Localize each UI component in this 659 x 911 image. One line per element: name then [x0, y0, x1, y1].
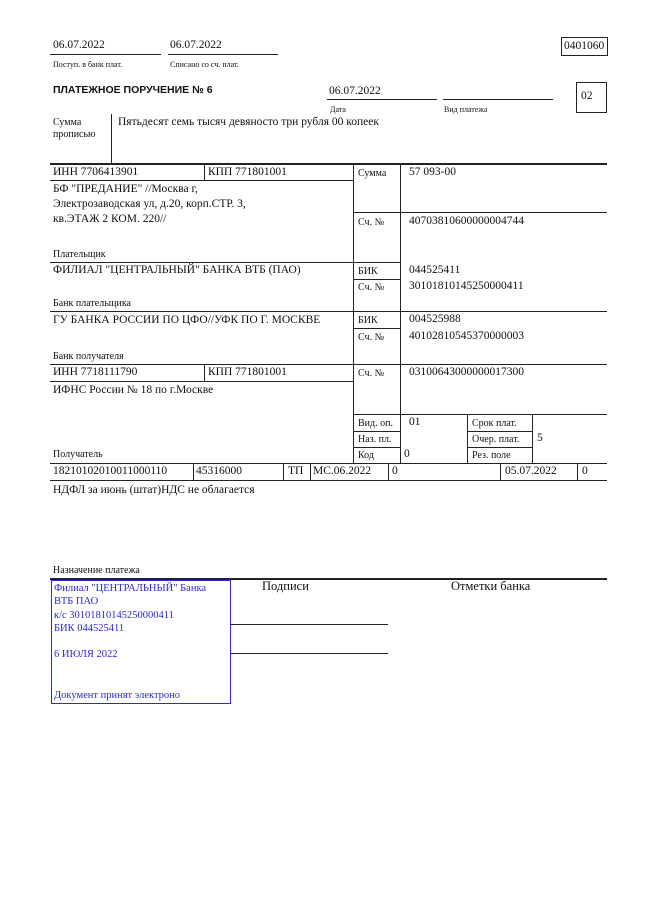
code-label: Код — [358, 450, 374, 461]
payee-bik: 004525988 — [409, 313, 461, 325]
payer-kpp: КПП 771801001 — [208, 166, 287, 178]
priority-label: Очер. плат. — [472, 434, 520, 445]
payer-name: Электрозаводская ул, д.20, корп.СТР. 3, — [53, 198, 246, 210]
divider — [353, 414, 607, 415]
divider — [50, 180, 353, 181]
divider — [353, 212, 607, 213]
payer-bank-label: Банк плательщика — [53, 298, 131, 309]
payment-purpose: НДФЛ за июнь (штат)НДС не облагается — [53, 484, 255, 496]
amount-label: Сумма — [358, 168, 387, 179]
divider — [353, 163, 354, 463]
payee-name: ИФНС России № 18 по г.Москве — [53, 384, 214, 396]
form-code: 0401060 — [564, 40, 605, 52]
purpose-label: Назначение платежа — [53, 565, 140, 576]
document-date: 06.07.2022 — [329, 85, 381, 97]
stamp-line: ВТБ ПАО — [54, 596, 99, 607]
payer-bik-label: БИК — [358, 266, 378, 277]
received-label: Поступ. в банк плат. — [53, 60, 123, 69]
payee-bank-name: ГУ БАНКА РОССИИ ПО ЦФО//УФК ПО Г. МОСКВЕ — [53, 314, 321, 326]
payer-bank-name: ФИЛИАЛ "ЦЕНТРАЛЬНЫЙ" БАНКА ВТБ (ПАО) — [53, 264, 301, 276]
payment-type-field: 0 — [582, 465, 588, 477]
status-box — [576, 82, 607, 113]
payer-bank-account-label: Сч. № — [358, 282, 385, 293]
payer-account-label: Сч. № — [358, 217, 385, 228]
divider — [50, 54, 161, 55]
payee-account: 03100643000000017300 — [409, 366, 524, 378]
form-code-box — [561, 37, 608, 56]
divider — [400, 163, 401, 463]
stamp-line: 6 ИЮЛЯ 2022 — [54, 649, 118, 660]
stamp-line: БИК 044525411 — [54, 623, 125, 634]
bank-stamp — [51, 580, 231, 704]
payee-label: Получатель — [53, 449, 103, 460]
divider — [353, 279, 400, 280]
op-type-label: Вид. оп. — [358, 418, 393, 429]
stamp-line: Документ принят электроно — [54, 690, 181, 701]
divider — [467, 414, 468, 463]
op-type: 01 — [409, 416, 421, 428]
reserve-label: Рез. поле — [472, 450, 511, 461]
debited-date: 06.07.2022 — [170, 39, 222, 51]
amount-words-label: Сумма — [53, 117, 82, 128]
code: 0 — [404, 448, 410, 460]
divider — [443, 99, 553, 100]
payer-name: кв.ЭТАЖ 2 КОМ. 220// — [53, 213, 167, 225]
basis: ТП — [288, 465, 304, 477]
status-code: 02 — [581, 90, 593, 102]
payee-bik-label: БИК — [358, 315, 378, 326]
signature-line — [230, 653, 388, 654]
payer-bik: 044525411 — [409, 264, 461, 276]
doc-number: 0 — [392, 465, 398, 477]
divider — [500, 463, 501, 480]
divider — [327, 99, 437, 100]
page-title: ПЛАТЕЖНОЕ ПОРУЧЕНИЕ № 6 — [53, 84, 213, 96]
divider — [50, 364, 607, 365]
divider — [50, 480, 607, 481]
divider — [310, 463, 311, 480]
payee-bank-account-label: Сч. № — [358, 332, 385, 343]
divider — [193, 463, 194, 480]
payer-account: 40703810600000004744 — [409, 215, 524, 227]
signature-line — [230, 624, 388, 625]
divider — [50, 163, 607, 165]
payment-type-label: Вид платежа — [444, 105, 488, 114]
divider — [353, 328, 400, 329]
payer-bank-account: 30101810145250000411 — [409, 280, 524, 292]
doc-date: 05.07.2022 — [505, 465, 557, 477]
divider — [577, 463, 578, 480]
amount-value: 57 093-00 — [409, 166, 456, 178]
divider — [283, 463, 284, 480]
payee-bank-label: Банк получателя — [53, 351, 124, 362]
divider — [168, 54, 278, 55]
purpose-code-label: Наз. пл. — [358, 434, 392, 445]
divider — [50, 463, 607, 464]
tax-period: МС.06.2022 — [313, 465, 372, 477]
divider — [353, 431, 400, 432]
payee-inn: ИНН 7718111790 — [53, 366, 138, 378]
due-label: Срок плат. — [472, 418, 517, 429]
debited-label: Списано со сч. плат. — [170, 60, 239, 69]
stamp-line: Филиал "ЦЕНТРАЛЬНЫЙ" Банка — [54, 583, 207, 594]
date-label: Дата — [330, 105, 346, 114]
amount-words-label: прописью — [53, 129, 96, 140]
payer-inn: ИНН 7706413901 — [53, 166, 139, 178]
divider — [50, 262, 400, 263]
divider — [111, 114, 112, 163]
divider — [467, 447, 532, 448]
divider — [467, 431, 532, 432]
divider — [50, 381, 353, 382]
payee-bank-account: 40102810545370000003 — [409, 330, 524, 342]
signatures-label: Подписи — [262, 579, 309, 593]
bank-marks-label: Отметки банка — [451, 579, 531, 593]
oktmo: 45316000 — [196, 465, 242, 477]
divider — [50, 311, 607, 312]
priority: 5 — [537, 432, 543, 444]
payer-label: Плательщик — [53, 249, 106, 260]
received-date: 06.07.2022 — [53, 39, 105, 51]
kbk: 18210102010011000110 — [53, 465, 168, 477]
divider — [204, 163, 205, 181]
divider — [204, 364, 205, 381]
amount-words: Пятьдесят семь тысяч девяносто три рубля 00 копеек — [118, 116, 379, 128]
payer-name: БФ "ПРЕДАНИЕ" //Москва г, — [53, 183, 198, 195]
payee-kpp: КПП 771801001 — [208, 366, 287, 378]
payee-account-label: Сч. № — [358, 368, 385, 379]
divider — [353, 447, 400, 448]
divider — [388, 463, 389, 480]
divider — [532, 414, 533, 463]
stamp-line: к/с 30101810145250000411 — [54, 610, 174, 621]
